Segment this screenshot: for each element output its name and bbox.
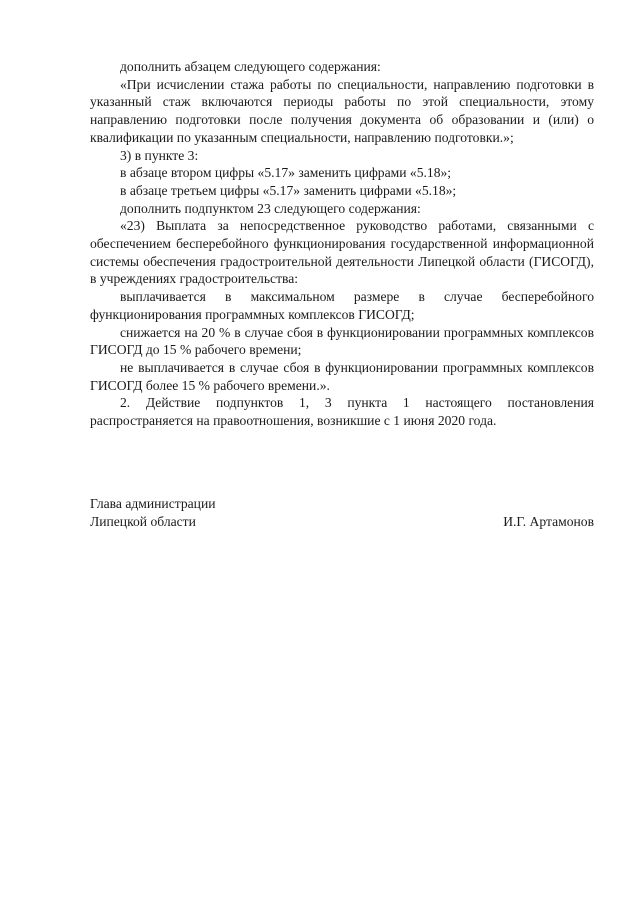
paragraph: выплачивается в максимальном размере в случае бесперебойного функционирования программных комплексов ГИСОГД; — [90, 289, 594, 322]
paragraph: в абзаце третьем цифры «5.17» заменить цифрами «5.18»; — [120, 182, 457, 198]
paragraph: не выплачивается в случае сбоя в функционировании программных комплексов ГИСОГД более 15 % рабочего времени.». — [90, 359, 594, 393]
paragraph: дополнить подпунктом 23 следующего содержания: — [120, 200, 421, 216]
signature-block — [90, 495, 594, 530]
paragraph: снижается на 20 % в случае сбоя в функционировании программных комплексов ГИСОГД до 15 % рабочего времени; — [90, 324, 594, 358]
paragraph: 3) в пункте 3: — [120, 147, 199, 163]
paragraph: «23) Выплата за непосредственное руководство работами, связанными с обеспечением бесперебойного функционирования государственной информационной системы обеспечения градостроительной деятельности Липецкой области (ГИСОГД), в учреждениях градостроительства: — [90, 218, 594, 287]
document-body — [90, 58, 594, 430]
paragraph: дополнить абзацем следующего содержания: — [120, 59, 381, 74]
paragraph: 2. Действие подпунктов 1, 3 пункта 1 настоящего постановления распространяется на правоотношения, возникшие с 1 июня 2020 года. — [90, 395, 594, 429]
signature-title-line1: Глава администрации — [90, 496, 216, 511]
signature-line — [90, 513, 594, 531]
paragraph: в абзаце втором цифры «5.17» заменить цифрами «5.18»; — [120, 165, 452, 181]
signatory-name: И.Г. Артамонов — [503, 513, 594, 529]
signature-title-line2: Липецкой области — [90, 513, 196, 529]
paragraph: «При исчислении стажа работы по специальности, направлению подготовки в указанный стаж включаются периоды работы по этой специальности, этому направлению подготовки после получения документа об образовании и (или) о квалификации по указанным специальности, направлению подготовки.»; — [90, 76, 594, 145]
